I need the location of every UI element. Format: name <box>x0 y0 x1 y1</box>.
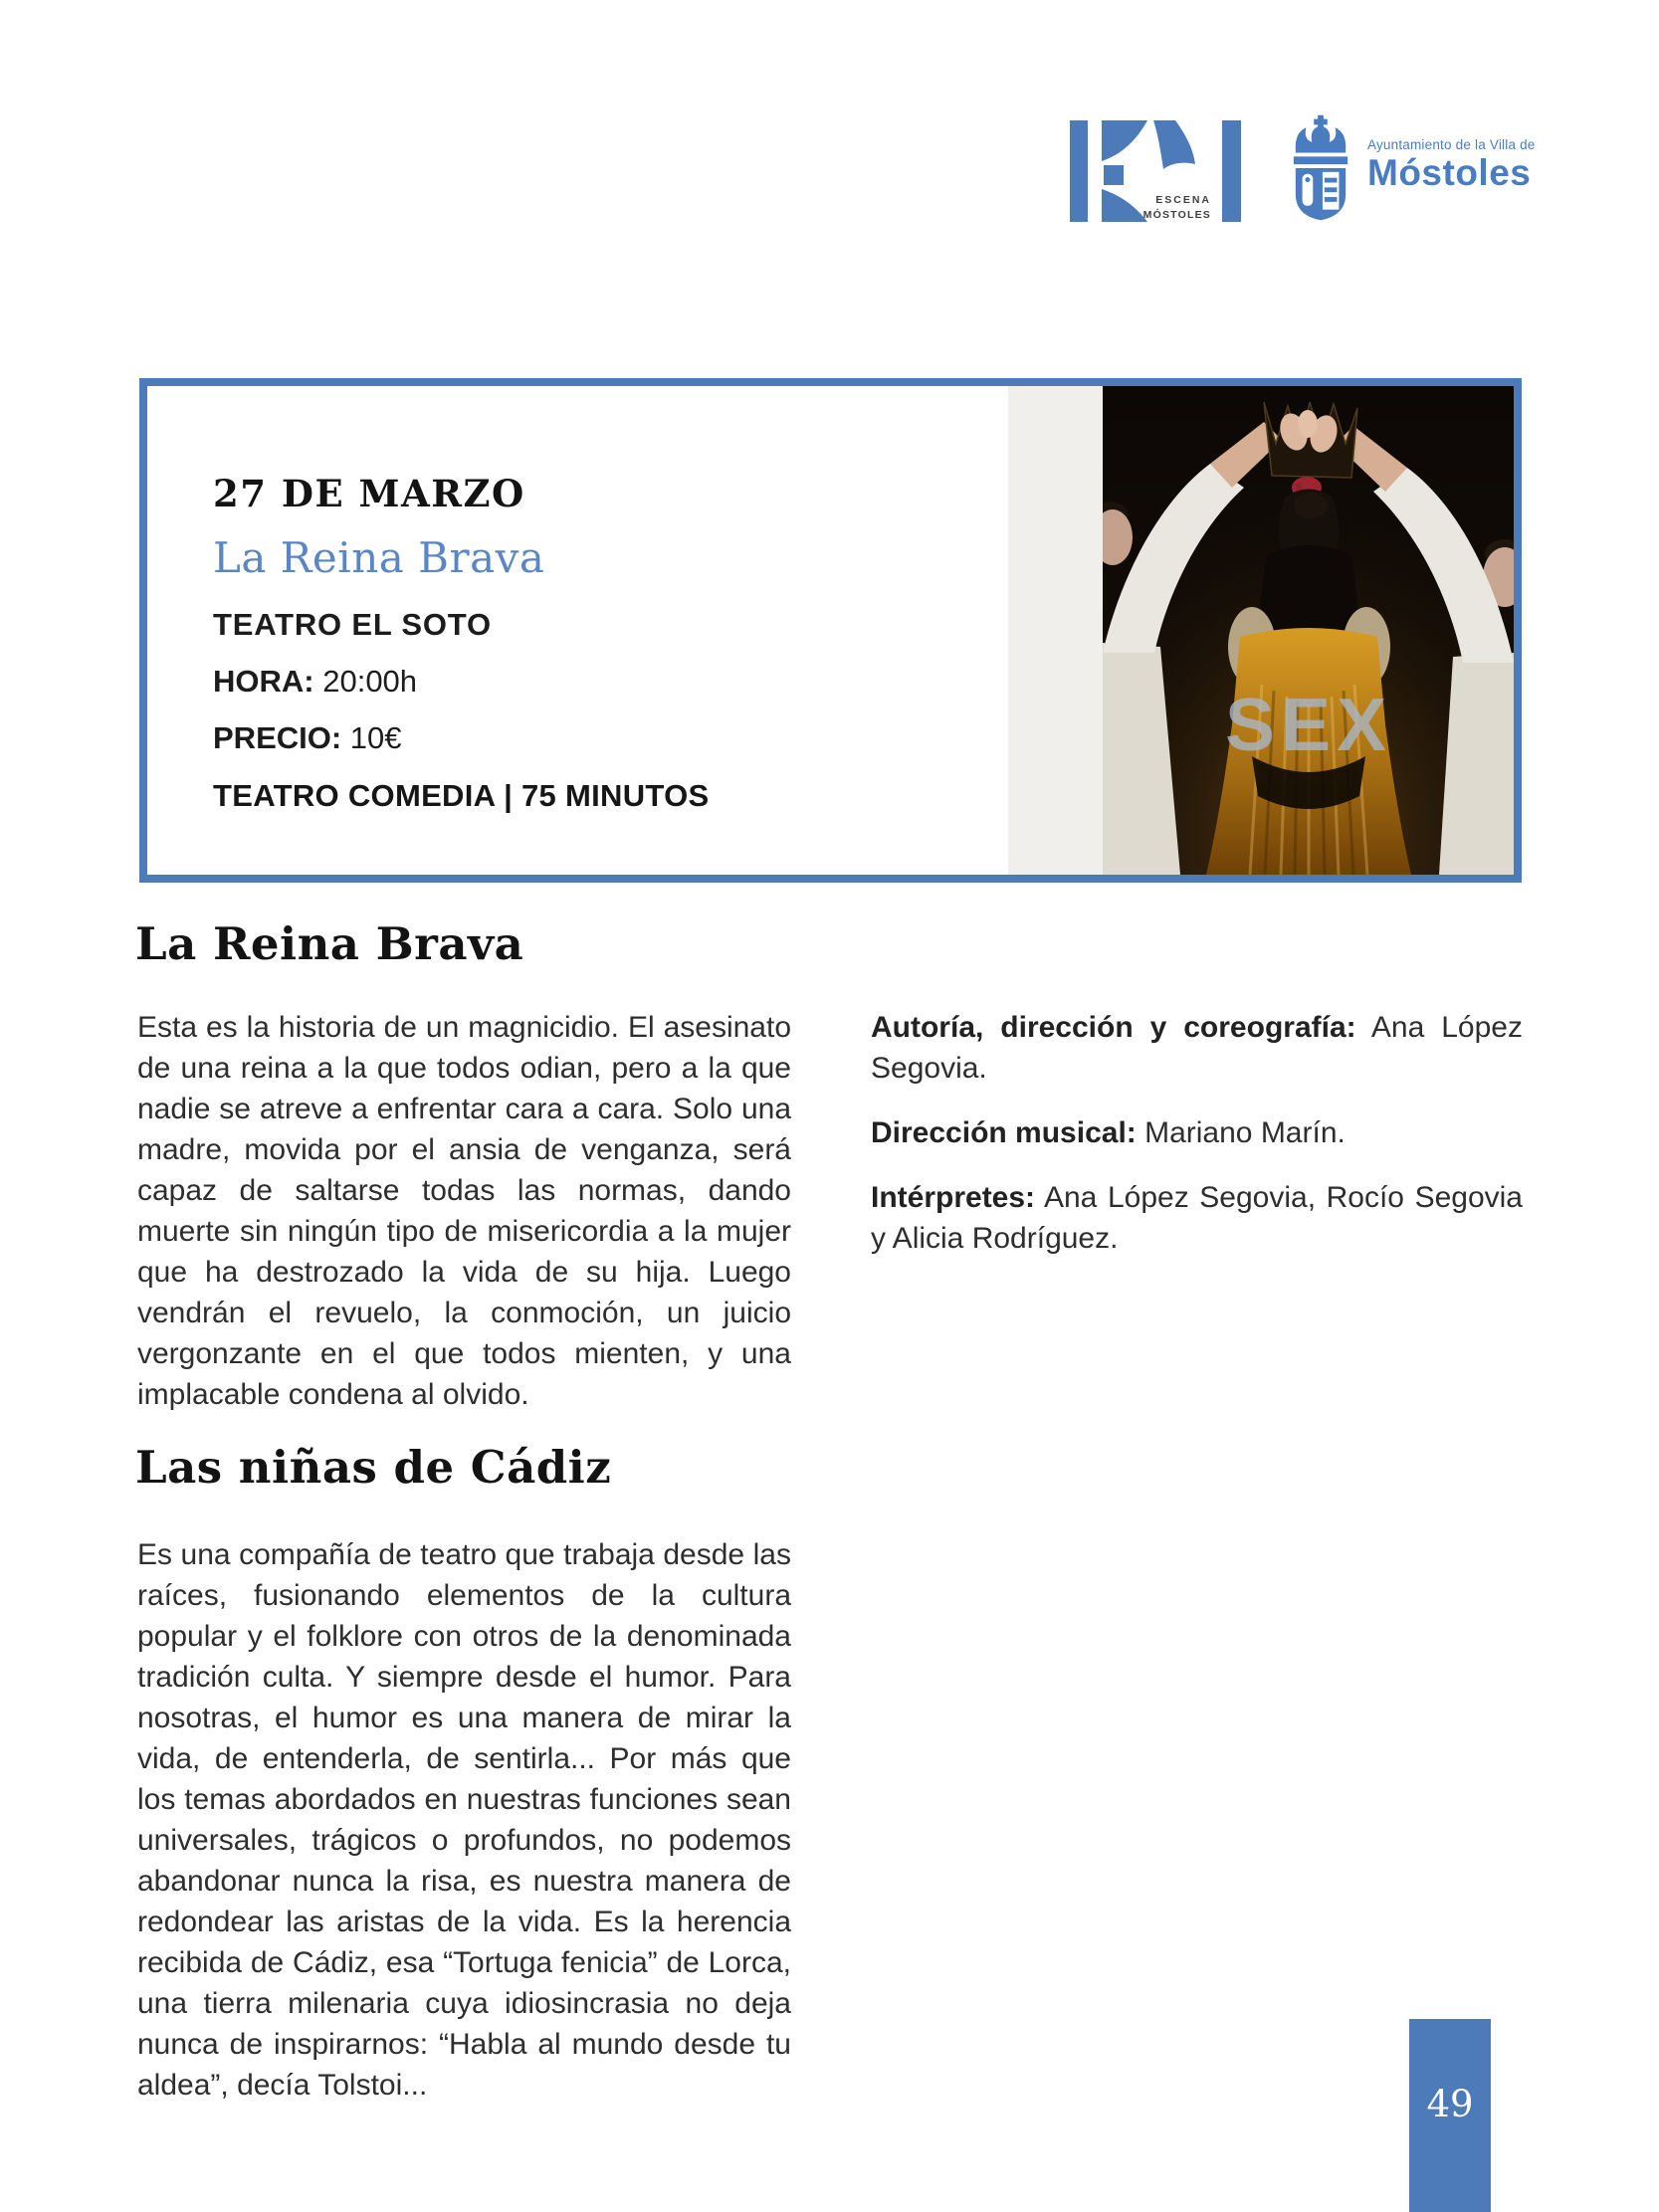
credit-authorship-value: Ana López Segovia. <box>871 1011 1523 1085</box>
escena-logo-line2: MÓSTOLES <box>1142 209 1211 221</box>
event-time <box>213 664 709 700</box>
company-description-paragraph: Es una compañía de teatro que trabaja desde las raíces, fusionando elementos de la cultura popular y el folklore con otros de la denominada tradición culta. Y siempre desde el humor. Para nosotras, el humor es una manera de mirar la vida, de entenderla, de sentirla... Por más que los temas abordados en nuestras funciones sean universales, trágicos o profundos, no podemos abandonar nunca la risa, es nuestra manera de redondear las aristas de la vida. Es la herencia recibida de Cádiz, esa “Tortuga fenicia” de Lorca, una tierra milenaria cuya idiosincrasia no deja nunca de inspirarnos: “Habla al mundo desde tu aldea”, decía Tolstoi... <box>137 1538 791 2102</box>
photo-margin-strip <box>1008 386 1103 875</box>
show-title-heading: La Reina Brava <box>135 917 524 970</box>
credit-musical-direction-value: Mariano Marín. <box>1136 1116 1346 1149</box>
ayuntamiento-city-text: Móstoles <box>1367 152 1532 193</box>
event-venue: TEATRO EL SOTO <box>213 607 492 642</box>
event-date: 27 DE MARZO <box>213 472 525 515</box>
time-label: HORA: <box>213 664 314 699</box>
credit-performers-value: Ana López Segovia, Rocío Segovia y Alicia Rodríguez. <box>871 1181 1523 1255</box>
event-card <box>139 378 1522 883</box>
credit-musical-direction <box>871 1112 1523 1153</box>
page-number-badge <box>1409 2019 1491 2212</box>
credit-performers-label: Intérpretes: <box>871 1181 1036 1214</box>
stage-photo-coronation <box>1103 386 1514 875</box>
credit-performers <box>871 1177 1523 1259</box>
mostoles-crest-icon <box>1290 111 1351 223</box>
ayuntamiento-small-text: Ayuntamiento de la Villa de <box>1367 137 1536 152</box>
company-heading: Las niñas de Cádiz <box>135 1441 612 1494</box>
event-price <box>213 720 709 756</box>
credit-authorship-label: Autoría, dirección y coreografía: <box>871 1011 1356 1044</box>
credit-authorship <box>871 1007 1523 1089</box>
credit-musical-direction-label: Dirección musical: <box>871 1116 1137 1149</box>
event-photo <box>1103 386 1514 875</box>
price-label: PRECIO: <box>213 720 342 755</box>
ayuntamiento-logo <box>1290 111 1536 223</box>
event-genre-duration: TEATRO COMEDIA | 75 MINUTOS <box>213 778 710 813</box>
time-value: 20:00h <box>313 664 418 699</box>
event-card-text <box>213 472 709 814</box>
escena-mostoles-logo <box>1070 117 1244 225</box>
credits-block <box>871 1007 1523 1283</box>
ayuntamiento-logo-text <box>1367 111 1536 223</box>
escena-logo-line1: ESCENA <box>1155 194 1211 206</box>
costume-back-text: SEX <box>1224 683 1393 766</box>
event-title: La Reina Brava <box>213 533 545 582</box>
show-description-paragraph: Esta es la historia de un magnicidio. El asesinato de una reina a la que todos odian, pero a la que nadie se atreve a enfrentar cara a cara. Solo una madre, movida por el ansia de venganza, será capaz de saltarse todas las normas, dando muerte sin ningún tipo de misericordia a la mujer que ha destrozado la vida de su hija. Luego vendrán el revuelo, la conmoción, un juicio vergonzante en el que todos mienten, y una implacable condena al olvido. <box>137 1011 791 1411</box>
page-number: 49 <box>1426 2083 1474 2125</box>
escena-mostoles-logo-icon <box>1070 117 1244 225</box>
price-value: 10€ <box>341 720 402 755</box>
